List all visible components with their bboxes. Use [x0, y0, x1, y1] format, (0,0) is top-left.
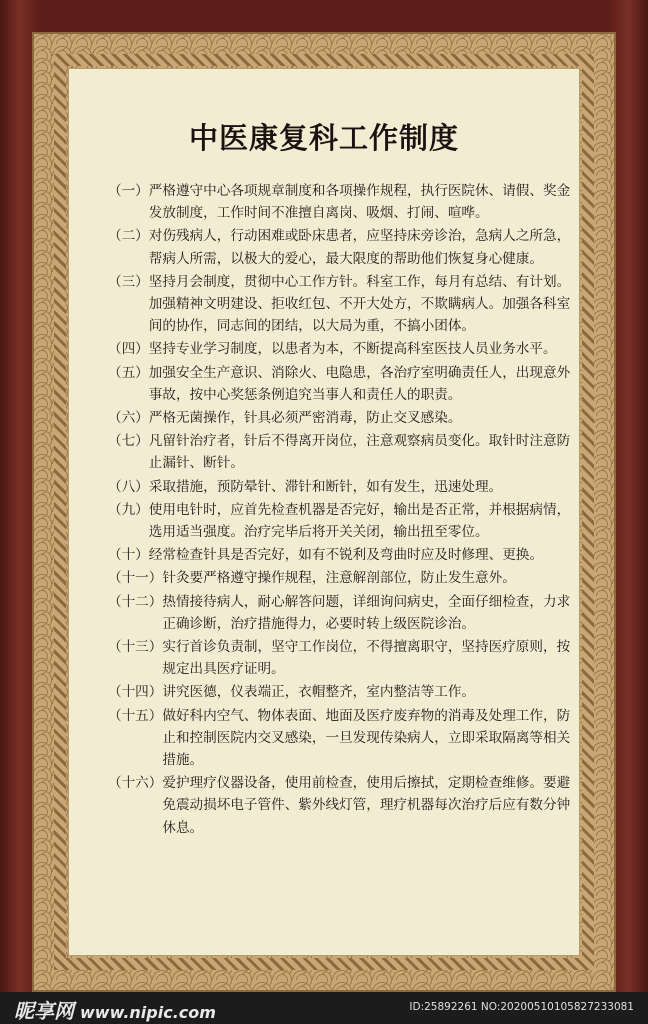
rule-item	[108, 567, 576, 589]
rule-text: 使用电针时，应首先检查机器是否完好，输出是否正常，并根据病情，选用适当强度。治疗完毕后将开关关闭，输出扭至零位。	[148, 501, 571, 541]
page-title: 中医康复科工作制度	[188, 121, 459, 155]
rule-text: 严格遵守中心各项规章制度和各项操作规程，执行医院休、请假、奖金发放制度，工作时间不准擅自离岗、吸烟、打闹、喧哗。	[148, 183, 571, 222]
rule-text: 坚持月会制度，贯彻中心工作方针。科室工作，每月有总结、有计划。加强精神文明建设、拒收红包、不开大处方，不欺瞒病人。加强各科室间的协作，同志间的团结，以大局为重，不搞小团体。	[148, 273, 571, 335]
rule-number: （十四）	[108, 684, 163, 701]
rule-item	[108, 772, 576, 839]
rule-text: 实行首诊负责制，坚守工作岗位，不得擅离职守，坚持医疗原则，按规定出具医疗证明。	[162, 639, 571, 678]
rule-text: 凡留针治疗者，针后不得离开岗位，注意观察病员变化。取针时注意防止漏针、断针。	[148, 433, 571, 472]
rule-number: （十六）	[108, 775, 163, 792]
rule-text: 对伤残病人，行动困难或卧床患者，应坚持床旁诊治，急病人之所急，帮病人所需，以极大的爱心，最大限度的帮助他们恢复身心健康。	[148, 228, 571, 267]
rule-item	[108, 544, 576, 566]
rule-text: 加强安全生产意识、消除火、电隐患，各治疗室明确责任人，出现意外事故，按中心奖惩条例追究当事人和责任人的职责。	[148, 364, 571, 403]
rule-item	[108, 180, 576, 224]
rule-number: （十五）	[108, 707, 163, 724]
rule-number: （九）	[108, 501, 149, 518]
rule-text: 爱护理疗仪器设备，使用前检查，使用后擦拭，定期检查维修。要避免震动损坏电子管件、紫外线灯管，理疗机器每次治疗后应有数分钟休息。	[162, 775, 571, 836]
rule-text: 经常检查针具是否完好，如有不锐利及弯曲时应及时修理、更换。	[148, 547, 543, 564]
rule-number: （十三）	[108, 639, 163, 656]
rule-number: （三）	[108, 273, 149, 290]
rule-number: （十二）	[108, 593, 163, 610]
rule-number: （二）	[108, 228, 149, 245]
rule-number: （四）	[108, 341, 149, 358]
content-panel	[68, 68, 580, 956]
rule-item	[108, 271, 576, 338]
rule-number: （八）	[108, 478, 149, 495]
rule-text: 针灸要严格遵守操作规程，注意解剖部位，防止发生意外。	[162, 570, 516, 587]
rule-item	[108, 430, 576, 474]
rule-item	[108, 499, 576, 543]
rule-text: 讲究医德，仪表端正，衣帽整齐，室内整洁等工作。	[162, 684, 476, 701]
rule-item	[108, 225, 576, 269]
watermark-url: www.nipic.com	[80, 1003, 216, 1022]
rule-number: （五）	[108, 364, 149, 381]
rule-number: （十一）	[108, 570, 163, 587]
rule-text: 热情接待病人，耐心解答问题，详细询问病史，全面仔细检查，力求正确诊断，治疗措施得力，必要时转上级医院诊治。	[162, 593, 571, 632]
rule-text: 坚持专业学习制度，以患者为本，不断提高科室医技人员业务水平。	[148, 341, 557, 358]
rule-item	[108, 362, 576, 406]
rules-list	[108, 180, 576, 840]
rule-item	[108, 338, 576, 360]
rule-text: 采取措施，预防晕针、滞针和断针，如有发生，迅速处理。	[148, 478, 503, 495]
rule-text: 严格无菌操作，针具必须严密消毒，防止交叉感染。	[148, 410, 462, 427]
watermark-id: ID:25892261 NO:20200510105827233081	[409, 1001, 634, 1013]
rule-item	[108, 705, 576, 772]
watermark-bar	[0, 992, 648, 1024]
rule-number: （十）	[108, 547, 149, 564]
rule-text: 做好科内空气、物体表面、地面及医疗废弃物的消毒及处理工作，防止和控制医院内交叉感染，一旦发现传染病人，立即采取隔离等相关措施。	[162, 707, 571, 769]
watermark-logo-text: 昵享网	[14, 999, 74, 1023]
rule-item	[108, 476, 576, 498]
rule-number: （六）	[108, 410, 149, 427]
rule-number: （七）	[108, 433, 149, 450]
rule-number: （一）	[108, 183, 149, 199]
rule-item	[108, 681, 576, 703]
rule-item	[108, 407, 576, 429]
rule-item	[108, 591, 576, 635]
rule-item	[108, 636, 576, 680]
watermark-logo	[14, 995, 216, 1024]
